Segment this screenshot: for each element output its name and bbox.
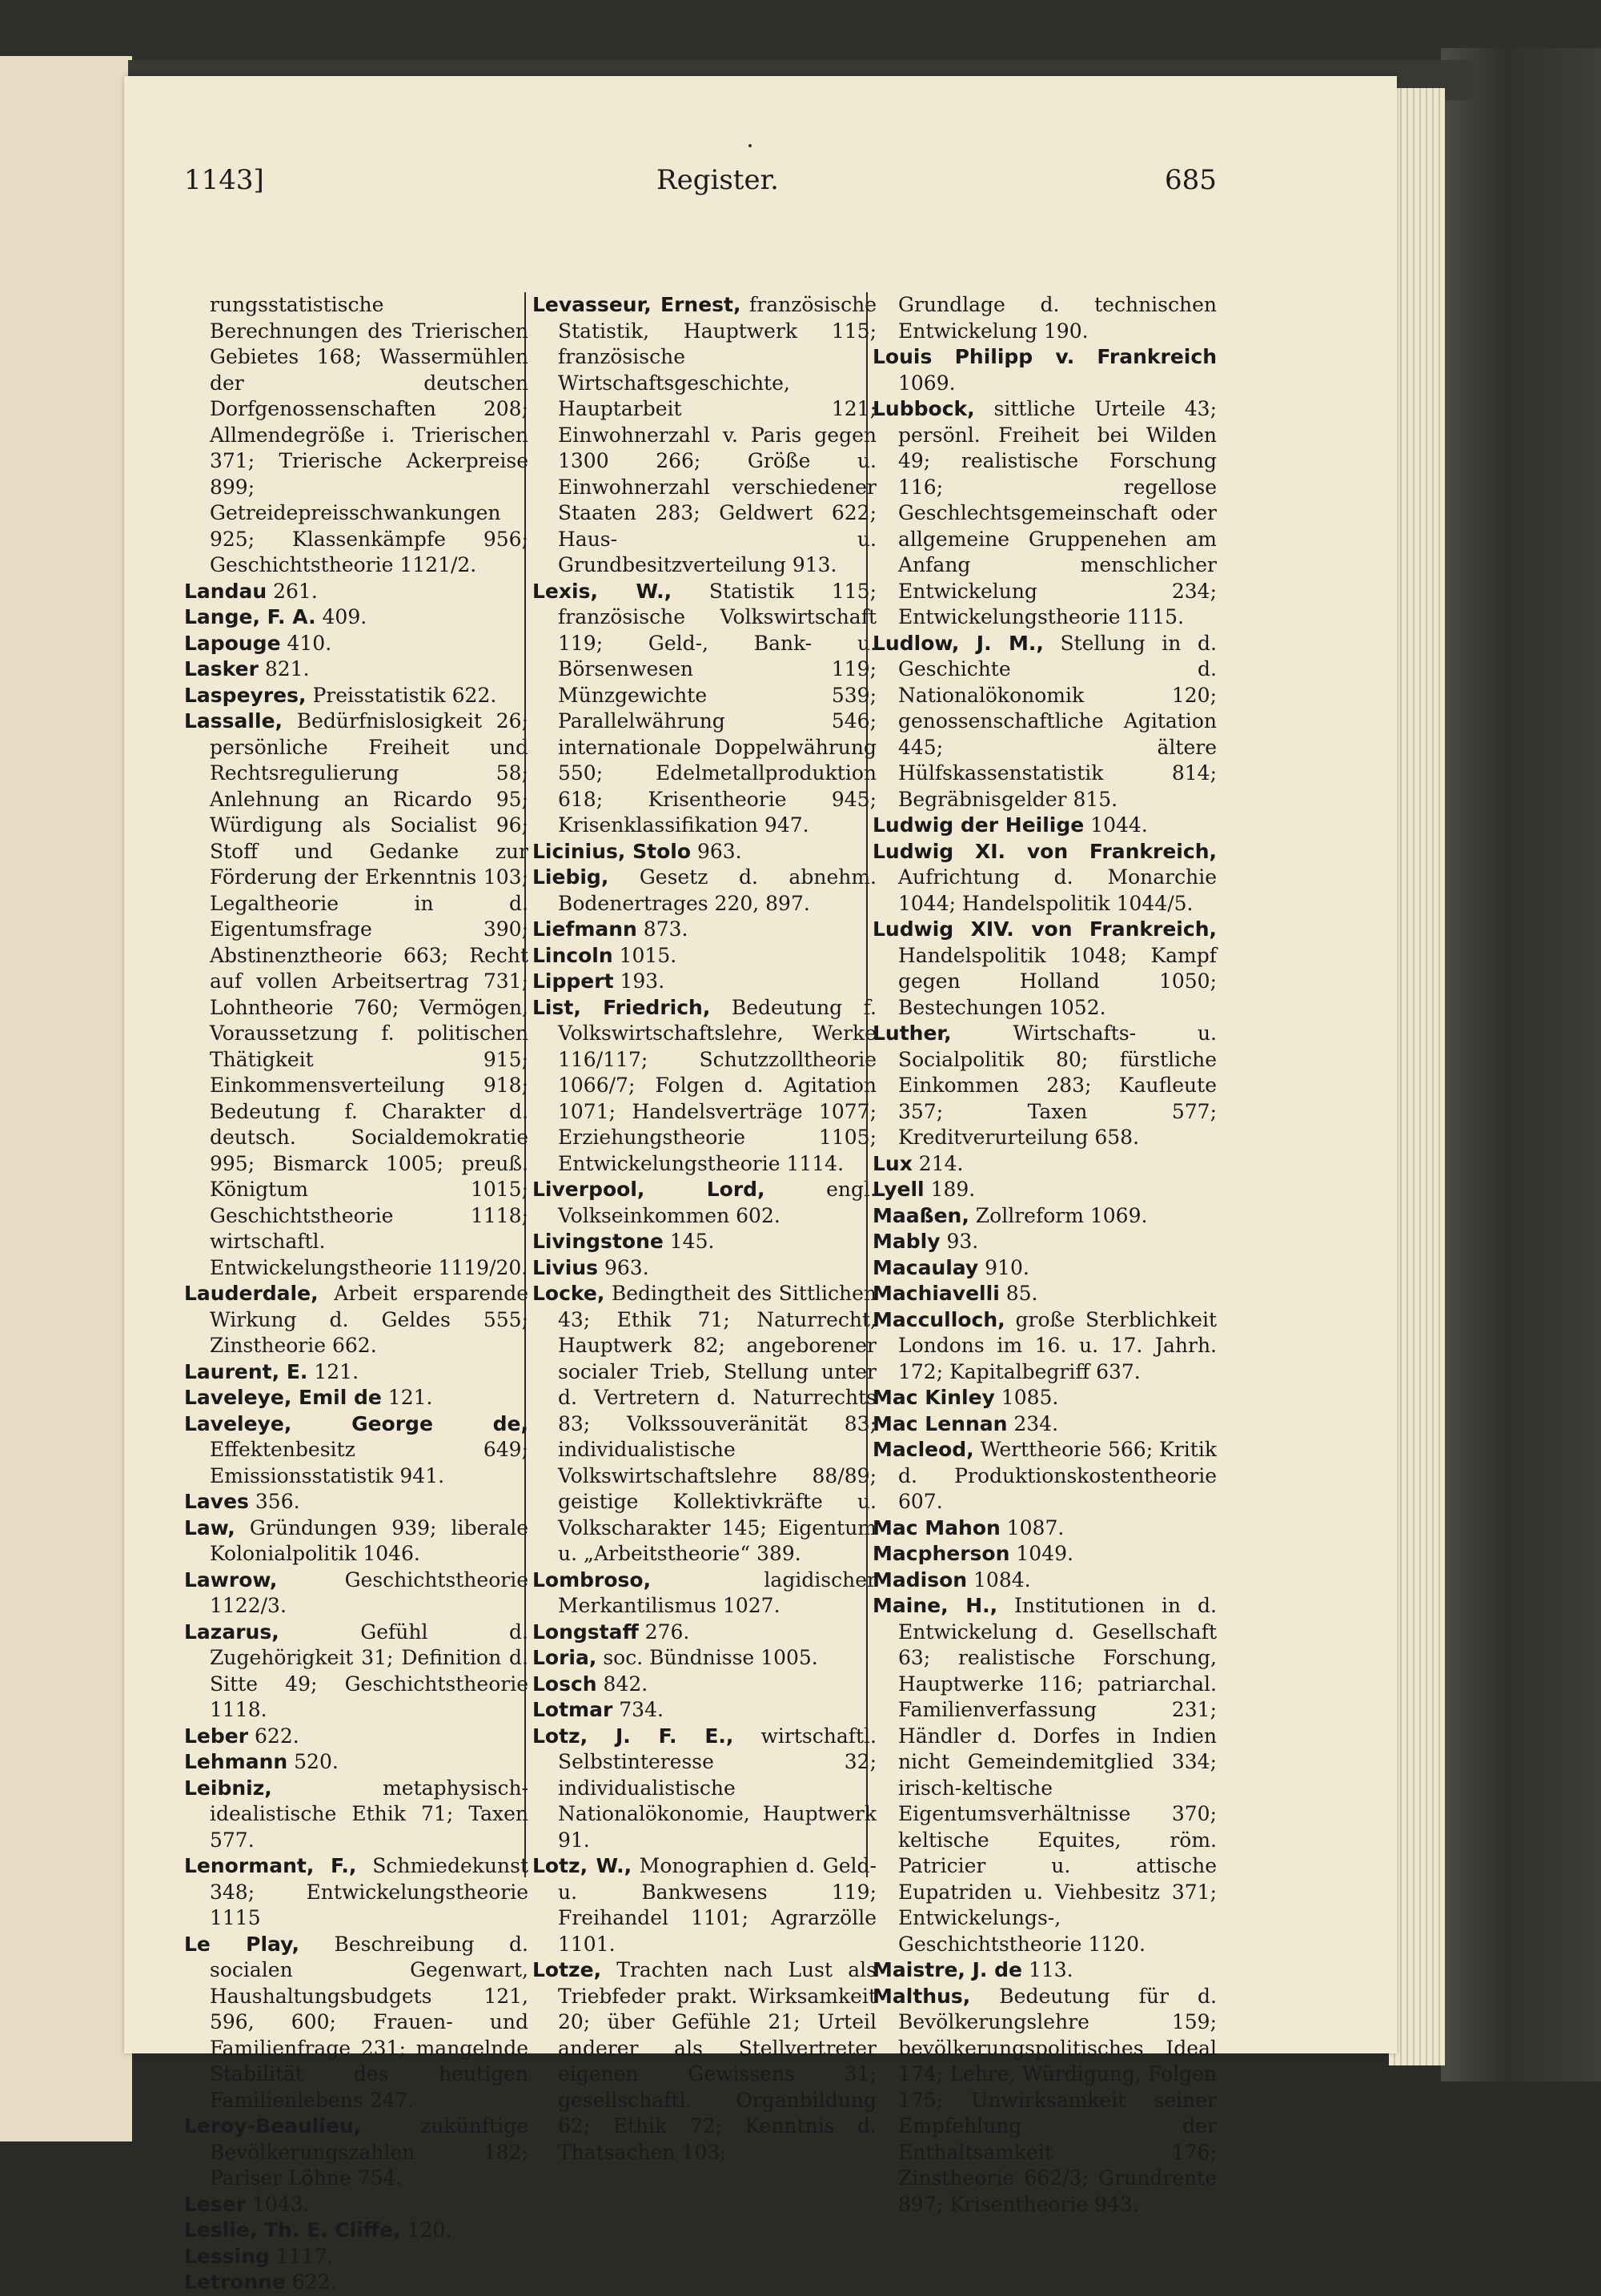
entry-text: Beschreibung d. socialen Gegenwart, Haushaltungsbudgets 121, 596, 600; Frauen- und Familienfrage 231; mangelnde Stabilität des heutigen Familienlebens 247. [210,1932,528,2112]
entry-headword: Malthus, [873,1984,971,2008]
index-entry [532,995,877,1178]
entry-text: 193. [613,969,665,993]
book-cover-edge [1441,48,1601,2081]
entry-text: Monographien d. Geld- u. Bankwesens 119; Freihandel 1101; Agrarzölle 1101. [558,1854,877,1956]
entry-text: Gefühl d. Zugehörigkeit 31; Definition d. Sitte 49; Geschichtstheorie 1118. [210,1620,528,1721]
index-entry [184,1932,528,2114]
page-number: 685 [1165,164,1217,196]
index-entry [873,292,1217,344]
entry-text: Grundlage d. technischen Entwickelung 190. [898,293,1217,343]
index-entry [184,708,528,1281]
index-entry [184,1749,528,1776]
entry-text: Trachten nach Lust als Triebfeder prakt. Wirksamkeit 20; über Gefühle 21; Urteil anderer als Stellvertreter eigenen Gewissens 31; gesellschaftl. Organbildung 62; Ethik 72; Kenntnis d. Thatsachen 103; [558,1958,877,2164]
entry-headword: Macculloch, [873,1307,1005,1331]
index-entry [184,1853,528,1932]
entry-text: wirtschaftl. Selbstinteresse 32; individualistische Nationalökonomie, Hauptwerk 91. [558,1724,877,1852]
entry-headword: Lawrow, [184,1567,278,1592]
index-entry [184,2244,528,2270]
entry-headword: Lubbock, [873,397,975,420]
entry-headword: Levasseur, Ernest, [532,293,741,316]
index-entry [873,1957,1217,1984]
entry-text: 410. [280,631,332,655]
index-column-1 [184,292,528,2296]
index-entry [532,1177,877,1229]
entry-text: 910. [978,1255,1029,1279]
index-entry [873,1541,1217,1567]
index-column-3 [873,292,1217,2218]
entry-text: Arbeit ersparende Wirkung d. Geldes 555; Zinstheorie 662. [210,1282,528,1357]
entry-headword: Lombroso, [532,1567,652,1592]
entry-text: 234. [1007,1411,1059,1435]
index-entry [184,292,528,579]
entry-text: 1084. [967,1567,1031,1592]
entry-text: engl. Volkseinkommen 602. [558,1178,877,1227]
entry-headword: Machiavelli [873,1282,1000,1305]
entry-text: Bedürfnislosigkeit 26; persönliche Freiheit und Rechtsregulierung 58; Anlehnung an Ricardo 95; Würdigung als Socialist 96; Stoff und Gedanke zur Förderung der Erkenntnis 103; Legaltheorie in d. Eigentumsfrage 390; Abstinenztheorie 663; Recht auf vollen Arbeitsertrag 731; Lohntheorie 760; Vermögen, Voraussetzung f. politischen Thätigkeit 915; Einkommensverteilung 918; Bedeutung f. Charakter d. deutsch. Socialdemokratie 995; Bismarck 1005; preuß. Königtum 1015; Geschichtstheorie 1118; wirtschaftl. Entwickelungstheorie 1119/20. [210,709,528,1279]
index-entry [184,631,528,657]
entry-text: Aufrichtung d. Monarchie 1044; Handelspolitik 1044/5. [898,865,1217,915]
entry-text: Institutionen in d. Entwickelung d. Gesellschaft 63; realistische Forschung, Hauptwerke 116; patriarchal. Familienverfassung 231; Händler d. Dorfes in Indien nicht Gemeindemitglied 334; irisch-keltische Eigentumsverhältnisse 370; keltische Equites, röm. Patricier u. attische Eupatriden u. Viehbesitz 371; Entwickelungs-, Geschichtstheorie 1120. [898,1594,1217,1956]
index-entry [184,1620,528,1724]
entry-text: Zollreform 1069. [969,1203,1148,1227]
index-entry [532,1255,877,1282]
entry-headword: Leibniz, [184,1776,272,1800]
entry-text: französische Statistik, Hauptwerk 115; französische Wirtschaftsgeschichte, Hauptarbeit 121; Einwohnerzahl v. Paris gegen 1300 266; Größe u. Einwohnerzahl verschiedener Staaten 283; Geldwert 622; Haus- u. Grundbesitzverteilung 913. [558,293,877,576]
index-entry [873,1385,1217,1411]
entry-text: 93. [940,1230,979,1253]
index-entry [184,1359,528,1386]
entry-headword: Maine, H., [873,1594,998,1617]
index-entry [873,1203,1217,1230]
index-entry [873,917,1217,1021]
entry-headword: Ludlow, J. M., [873,631,1044,655]
index-entry [873,1151,1217,1178]
entry-headword: Lauderdale, [184,1282,319,1305]
index-entry [532,1957,877,2166]
entry-text: 409. [315,605,367,628]
entry-text: zukünftige Bevölkerungszahlen 182; Pariser Löhne 754. [210,2114,528,2190]
entry-text: Gründungen 939; liberale Kolonialpolitik 1046. [210,1515,528,1565]
entry-headword: Le Play, [184,1932,299,1956]
entry-headword: Loria, [532,1646,597,1669]
entry-headword: Macaulay [873,1255,979,1279]
book-spine [0,0,1601,64]
index-entry [873,1515,1217,1542]
entry-text: 1087. [1000,1515,1065,1539]
entry-headword: Leslie, Th. E. Cliffe, [184,2218,401,2242]
entry-headword: Longstaff [532,1620,639,1644]
index-entry [873,1255,1217,1282]
index-entry [184,656,528,683]
entry-text: Bedingtheit des Sittlichen 43; Ethik 71; Naturrecht, Hauptwerk 82; angeborener socialer Trieb, Stellung unter d. Vertretern d. Naturrechts 83; Volkssouveränität 83; individualistische Volkswirtschaftslehre 88/89; geistige Kollektivkräfte u. Volkscharakter 145; Eigentum u. „Arbeitstheorie“ 389. [558,1282,877,1565]
index-entry [873,1281,1217,1307]
entry-text: 1085. [994,1386,1059,1409]
entry-headword: Laurent, E. [184,1359,308,1383]
entry-text: sittliche Urteile 43; persönl. Freiheit bei Wilden 49; realistische Forschung 116; regellose Geschlechtsgemeinschaft oder allgemeine Gruppenehen am Anfang menschlicher Entwickelung 234; Entwickelungstheorie 1115. [898,397,1217,628]
entry-text: 622. [285,2270,337,2294]
index-entry [532,1697,877,1724]
entry-text: lagidischer Merkantilismus 1027. [558,1567,877,1617]
entry-text: Stellung in d. Geschichte d. Nationalökonomik 120; genossenschaftliche Agitation 445; ältere Hülfskassenstatistik 814; Begräbnisgelder 815. [898,631,1217,811]
index-entry [532,1645,877,1672]
entry-text: 1044. [1084,813,1148,837]
entry-text: 214. [912,1151,964,1175]
entry-text: 821. [258,657,310,680]
index-entry [532,969,877,995]
entry-headword: Mably [873,1230,941,1253]
index-entry [532,579,877,839]
page-mark [748,144,752,147]
index-entry [873,1984,1217,2218]
entry-headword: Lasker [184,657,259,680]
page-title: Register. [656,164,779,196]
entry-headword: Landau [184,579,267,603]
entry-headword: Maaßen, [873,1203,969,1227]
index-entry [184,683,528,709]
entry-headword: Lotmar [532,1698,613,1721]
entry-headword: Mac Kinley [873,1386,995,1409]
index-entry [532,1853,877,1957]
entry-headword: Macpherson [873,1542,1010,1565]
index-entry [184,604,528,631]
left-page-edge [0,56,132,2141]
entry-headword: Law, [184,1515,235,1539]
index-entry [184,1515,528,1567]
index-entry [184,1776,528,1854]
entry-headword: Mac Lennan [873,1411,1008,1435]
index-entry [873,1437,1217,1515]
entry-text: 963. [691,839,742,863]
entry-headword: Lyell [873,1178,925,1201]
index-entry [873,1411,1217,1438]
entry-headword: Leber [184,1724,249,1748]
entry-text: 1069. [898,371,956,395]
index-entry [184,2192,528,2218]
entry-text: 85. [999,1282,1038,1305]
entry-headword: Leroy-Beaulieu, [184,2114,362,2137]
index-column-2 [532,292,877,2166]
entry-text: Geschichtstheorie 1122/3. [210,1567,528,1617]
entry-headword: Ludwig der Heilige [873,813,1085,837]
index-entry [184,579,528,605]
entry-headword: Liebig, [532,865,609,889]
entry-text: Statistik 115; französische Volkswirtschaft 119; Geld-, Bank- u. Börsenwesen 119; Münzgewichte 539; Parallelwährung 546; internationale Doppelwährung 550; Edelmetallproduktion 618; Krisentheorie 945; Krisenklassifikation 947. [558,579,877,837]
entry-text: Schmiedekunst 348; Entwickelungstheorie 1115 [210,1854,528,1929]
entry-text: soc. Bündnisse 1005. [596,1646,818,1669]
entry-headword: Leser [184,2192,247,2216]
entry-headword: Laves [184,1490,249,1513]
entry-headword: Luther, [873,1022,952,1045]
entry-text: 145. [663,1230,715,1253]
index-entry [184,1489,528,1515]
entry-headword: Lux [873,1151,913,1175]
entry-text: 963. [598,1255,649,1279]
entry-headword: Lessing [184,2244,270,2268]
entry-text: rungsstatistische Berechnungen des Trierischen Gebietes 168; Wassermühlen der deutschen Dorfgenossenschaften 208; Allmendegröße i. Trierischen 371; Trierische Ackerpreise 899; Getreidepreisschwankungen 925; Klassenkämpfe 956; Geschichtstheorie 1121/2. [210,293,528,576]
index-entry [873,396,1217,631]
entry-headword: Letronne [184,2270,286,2294]
index-entry [532,292,877,579]
entry-headword: List, Friedrich, [532,995,711,1019]
index-entry [532,839,877,865]
entry-headword: Losch [532,1672,597,1696]
index-entry [873,813,1217,839]
entry-headword: Liverpool, Lord, [532,1178,765,1201]
index-entry [873,1021,1217,1151]
entry-headword: Ludwig XIV. von Frankreich, [873,917,1217,941]
entry-text: große Sterblichkeit Londons im 16. u. 17. Jahrh. 172; Kapitalbegriff 637. [898,1307,1217,1383]
entry-text: Bedeutung für d. Bevölkerungslehre 159; bevölkerungspolitisches Ideal 174; Lehre, Würdigung, Folgen 175; Unwirksamkeit seiner Empfehlung der Enthaltsamkeit 176; Zinstheorie 662/3; Grundrente 897; Krisentheorie 943. [898,1984,1217,2216]
index-entry [873,1567,1217,1594]
entry-text: metaphysisch-idealistische Ethik 71; Taxen 577. [210,1776,528,1852]
entry-text: Gesetz d. abnehm. Bodenertrages 220, 897. [558,865,877,915]
index-entry [184,2113,528,2192]
entry-headword: Lincoln [532,943,613,967]
index-entry [532,943,877,969]
index-entry [873,1593,1217,1957]
entry-text: 121. [381,1386,433,1409]
entry-headword: Madison [873,1567,968,1592]
entry-headword: Livingstone [532,1230,664,1253]
entry-headword: Livius [532,1255,599,1279]
index-entry [873,1177,1217,1203]
index-entry [873,344,1217,396]
index-entry [873,1229,1217,1255]
entry-headword: Laveleye, George de, [184,1411,528,1435]
entry-headword: Macleod, [873,1438,974,1461]
entry-headword: Louis Philipp v. Frankreich [873,345,1217,368]
entry-headword: Ludwig XI. von Frankreich, [873,839,1217,863]
entry-text: 873. [636,917,688,941]
index-entry [873,839,1217,917]
index-entry [532,1229,877,1255]
page-stack-edges [1389,88,1445,2065]
entry-text: Handelspolitik 1048; Kampf gegen Holland 1050; Bestechungen 1052. [898,943,1217,1019]
entry-headword: Mac Mahon [873,1515,1001,1539]
index-entry [873,1307,1217,1386]
index-entry [532,917,877,943]
index-entry [184,2270,528,2296]
index-entry [532,1620,877,1646]
entry-text: 842. [596,1672,648,1696]
entry-headword: Lange, F. A. [184,605,316,628]
entry-headword: Lazarus, [184,1620,279,1644]
entry-text: 1117. [269,2244,334,2268]
entry-text: 622. [248,1724,299,1748]
index-entry [532,1672,877,1698]
entry-text: 1043. [246,2192,310,2216]
entry-text: 121. [307,1359,359,1383]
index-entry [873,631,1217,813]
entry-text: 356. [248,1490,300,1513]
entry-text: 1049. [1009,1542,1073,1565]
entry-text: Effektenbesitz 649; Emissionsstatistik 941. [210,1438,528,1487]
entry-text: 113. [1022,1958,1073,1981]
entry-text: 734. [612,1698,664,1721]
entry-headword: Lassalle, [184,709,283,733]
page-column-number: 1143] [184,164,264,196]
entry-text: 189. [924,1178,976,1201]
entry-text: 261. [267,579,318,603]
entry-headword: Locke, [532,1282,605,1305]
index-entry [532,1281,877,1567]
entry-text: Werttheorie 566; Kritik d. Produktionskostentheorie 607. [898,1438,1217,1513]
entry-headword: Lippert [532,969,614,993]
entry-text: 276. [638,1620,690,1644]
index-entry [532,1724,877,1854]
entry-headword: Lexis, W., [532,579,672,603]
entry-text: 1015. [612,943,677,967]
entry-headword: Licinius, Stolo [532,839,692,863]
entry-headword: Liefmann [532,917,637,941]
entry-text: 120. [400,2218,452,2242]
entry-headword: Lenormant, F., [184,1854,357,1877]
entry-headword: Lotz, J. F. E., [532,1724,734,1748]
index-entry [532,1567,877,1620]
entry-headword: Laspeyres, [184,683,307,707]
index-entry [532,865,877,917]
entry-text: 520. [287,1750,339,1773]
index-entry [184,1385,528,1411]
index-entry [184,1281,528,1359]
index-entry [184,1567,528,1620]
index-entry [184,1724,528,1750]
entry-headword: Lotze, [532,1958,602,1981]
entry-headword: Lapouge [184,631,281,655]
entry-text: Wirtschafts- u. Socialpolitik 80; fürstliche Einkommen 283; Kaufleute 357; Taxen 577; Kreditverurteilung 658. [898,1022,1217,1149]
entry-headword: Laveleye, Emil de [184,1386,382,1409]
entry-headword: Lotz, W., [532,1854,632,1877]
index-entry [184,1411,528,1490]
entry-headword: Lehmann [184,1750,288,1773]
entry-text: Preisstatistik 622. [306,683,497,707]
entry-text: Bedeutung f. Volkswirtschaftslehre, Werke 116/117; Schutzzolltheorie 1066/7; Folgen d. Agitation 1071; Handelsverträge 1077; Erziehungstheorie 1105; Entwickelungstheorie 1114. [558,995,877,1175]
entry-headword: Maistre, J. de [873,1958,1022,1981]
index-entry [184,2218,528,2244]
